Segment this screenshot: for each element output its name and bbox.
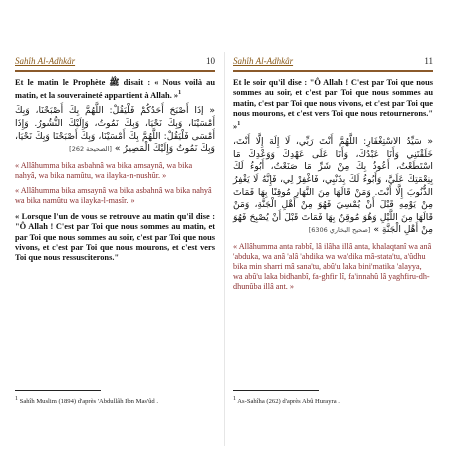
left-paragraph-2: « Lorsque l'un de vous se retrouve au matin qu'il dise : "Ô Allah ! C'est par Toi que nous sommes au matin, et par Toi que nous sommes au soir, c'est par Toi que nous vivons, et c'est par Toi que nous mourons, et c'est vers Toi que nous ressusciterons."	[15, 212, 215, 263]
left-arabic-hadith	[15, 105, 215, 155]
right-arabic-hadith	[233, 136, 433, 237]
right-footnote-area	[233, 390, 433, 405]
right-footnote-text: As-Sahîha (262) d'après Abû Hurayra .	[237, 398, 340, 406]
left-header-rule	[15, 70, 215, 72]
left-intro	[15, 78, 215, 101]
left-transliteration-morning: « Allâhumma bika asbahnâ wa bika amsaynâ, wa bika nahyâ, wa bika namûtu, wa ilayka-n-nushûr. »	[15, 160, 193, 180]
right-page-number: 11	[424, 56, 433, 66]
left-footnote-mark: 1	[15, 396, 18, 402]
left-page-header	[15, 56, 215, 69]
right-intro-footnote-mark: 1	[237, 121, 241, 128]
left-intro-footnote-mark: 1	[178, 90, 182, 97]
left-footnote-separator	[15, 390, 101, 391]
left-arabic-text: « إذَا أَصْبَحَ أَحَدُكُمْ فَلْيَقُلْ: اللَّهُمَّ بِكَ أَصْبَحْنَا، وَبِكَ أَمْسَيْنَا، وَبِكَ نَحْيَا، وَبِكَ نَمُوتُ، وَإِلَيْكَ النُّشُورُ. وَإِذَا أَمْسَى فَلْيَقُلْ: اللَّهُمَّ بِكَ أَمْسَيْنَا، وَبِكَ أَصْبَحْنَا وَبِكَ نَحْيَا، وَبِكَ نَمُوتُ وَإِلَيْكَ الْمَصِيرُ »	[15, 105, 215, 155]
right-footnote-mark: 1	[233, 396, 236, 402]
right-page-header	[233, 56, 433, 69]
left-page-title: Sahîh Al-Adhkâr	[15, 56, 76, 66]
right-arabic-reference: [صحيح البخاري 6306]	[308, 226, 371, 235]
right-footnote-separator	[233, 390, 319, 391]
right-footnote	[233, 396, 433, 405]
right-header-rule	[233, 70, 433, 72]
left-intro-text: Et le matin le Prophète ﷺ disait : « Nous voilà au matin, et la souveraineté appartient à Allah. »	[15, 78, 215, 101]
left-page-number: 10	[206, 56, 215, 66]
right-arabic-text: « سَيِّدُ الاسْتِغْفَارِ: اللَّهُمَّ أَنْتَ رَبِّي، لَا إِلَهَ إِلَّا أَنْتَ، خَلَقْتَنِي وَأَنَا عَبْدُكَ، وَأَنَا عَلَى عَهْدِكَ وَوَعْدِكَ مَا اسْتَطَعْتُ، أَعُوذُ بِكَ مِنْ شَرِّ مَا صَنَعْتُ، أَبُوءُ لَكَ بِنِعْمَتِكَ عَلَيَّ، وَأَبُوءُ لَكَ بِذَنْبِي، فَاغْفِرْ لِي، فَإِنَّهُ لَا يَغْفِرُ الذُّنُوبَ إِلَّا أَنْتَ. وَمَنْ قَالَهَا مِنَ النَّهَارِ مُوقِنًا بِهَا فَمَاتَ مِنْ يَوْمِهِ قَبْلَ أَنْ يُمْسِيَ فَهُوَ مِنْ أَهْلِ الْجَنَّةِ، وَمَنْ قَالَهَا مِنَ اللَّيْلِ وَهُوَ مُوقِنٌ بِهَا فَمَاتَ قَبْلَ أَنْ يُصْبِحَ فَهُوَ مِنْ أَهْلِ الْجَنَّةِ »	[233, 136, 433, 236]
right-intro	[233, 78, 433, 132]
left-transliteration-evening: « Allâhumma bika amsaynâ wa bika asbahnâ wa bika nahyâ wa bika namûtu wa ilayka-l-masîr. »	[15, 185, 212, 206]
right-page-title: Sahîh Al-Adhkâr	[233, 56, 294, 66]
left-footnote	[15, 396, 215, 405]
left-page	[15, 56, 215, 446]
right-page	[233, 56, 433, 446]
left-arabic-reference: [الصحيحة 262]	[69, 145, 112, 154]
page-gutter	[224, 52, 225, 446]
left-footnote-area	[15, 390, 215, 405]
right-intro-text: Et le soir qu'il dise : "Ô Allah ! C'est par Toi que nous sommes au soir, et c'est par Toi que nous sommes au matin, c'est par Toi que nous vivons, et c'est par Toi que nous mourons, et c'est vers Toi que nous retournerons." »	[233, 78, 433, 131]
right-transliteration: « Allâhumma anta rabbî, lâ ilâha illâ anta, khalaqtanî wa anâ 'abduka, wa anâ 'alâ 'ahdika wa wa'dika mâ-stata'tu, a'ûdhu bika min sharri mâ sana'tu, abû'u laka bini'matika 'alayya, wa abû'u laka bidhanbî, fa-ghfir lî, fa'innahû lâ yaghfiru-dh-dhunûba illâ ant. »	[233, 242, 432, 292]
left-footnote-text: Sahîh Muslim (1894) d'après 'Abdullâh Ibn Mas'ûd .	[19, 398, 159, 406]
